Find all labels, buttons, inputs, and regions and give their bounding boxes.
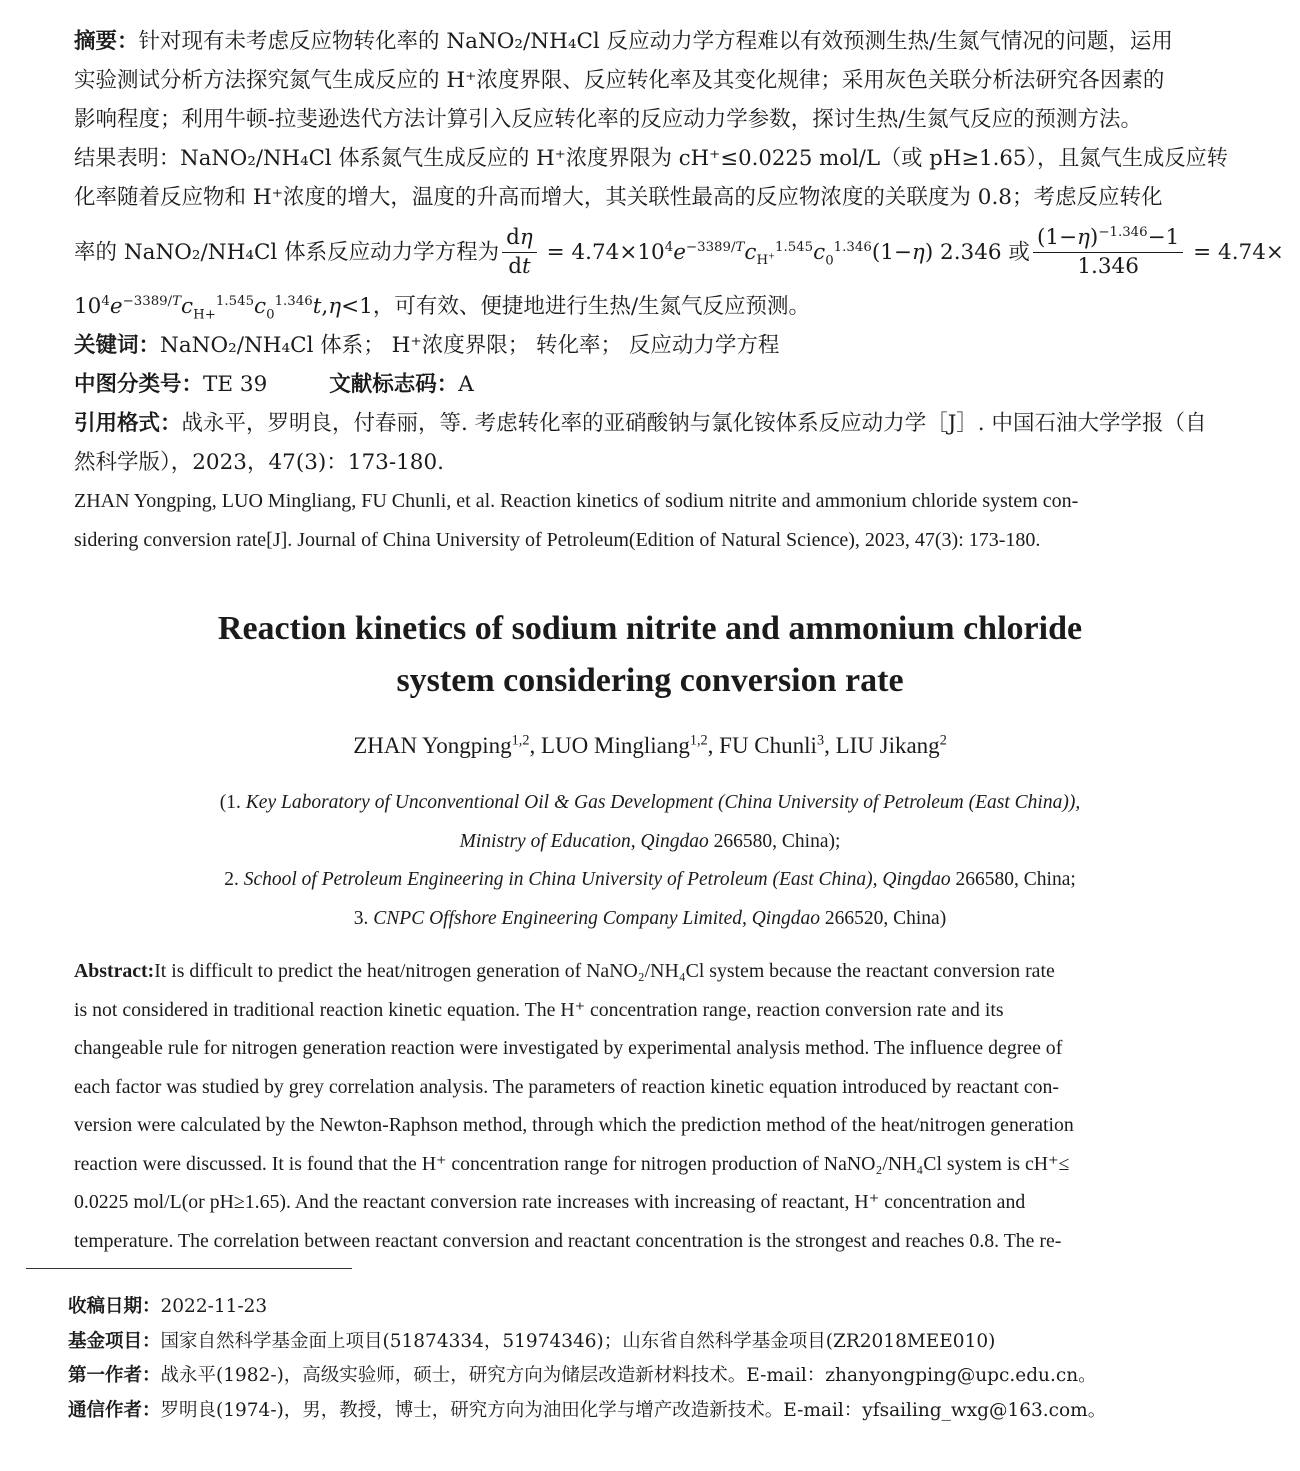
abstract-line: changeable rule for nitrogen generation reaction were investigated by experimental analysis method. The influence degree of	[74, 1037, 1063, 1059]
chinese-abstract	[74, 22, 1284, 560]
clc-value: TE 39	[203, 372, 268, 397]
clc-label: 中图分类号：	[74, 372, 204, 397]
kinetic-equation-2-rhs: $10^4e^{-3389/T}c_{H+}^{1.545}c_0^{1.346}t,\eta<1$	[74, 293, 373, 323]
keywords-label: 关键词：	[74, 333, 161, 358]
affiliations	[0, 784, 1300, 938]
zh-abstract-line-2: 实验测试分析方法探究氮气生成反应的 H⁺浓度界限、反应转化率及其变化规律；采用灰色关联分析法研究各因素的	[74, 68, 1165, 93]
english-abstract	[74, 952, 1228, 1260]
citation-label: 引用格式：	[74, 411, 182, 436]
zh-abstract-text: 针对现有未考虑反应物转化率的 NaNO₂/NH₄Cl 反应动力学方程难以有效预测生热/生氮气情况的问题，运用	[138, 29, 1173, 54]
english-title	[0, 603, 1300, 707]
affiliation-line-1: (1. Key Laboratory of Unconventional Oil & Gas Development (China University of Petroleum (East China)),	[219, 792, 1081, 813]
abstract-line: each factor was studied by grey correlation analysis. The parameters of reaction kinetic equation introduced by reactant con-	[74, 1075, 1059, 1098]
kinetic-equation-1: $\frac{d\eta}{dt}$ = $4.74\times 10^4e^{-3389/T}c_{H^+}^{1.545}c_0^{1.346}(1-\eta)$ 2.346	[499, 224, 1008, 281]
abstract-line: is not considered in traditional reaction kinetic equation. The H⁺ concentration range, reaction conversion rate and its	[74, 998, 1004, 1021]
first-author-note: 第一作者：战永平(1982-)，高级实验师，硕士，研究方向为储层改造新材料技术。E-mail：zhanyongping@upc.edu.cn。	[68, 1365, 1097, 1386]
author: FU Chunli$^3$	[719, 732, 825, 758]
zh-abstract-line-3: 影响程度；利用牛顿-拉斐逊迭代方法计算引入反应转化率的反应动力学参数，探讨生热/生氮气反应的预测方法。	[74, 107, 1143, 132]
funding: 基金项目：国家自然科学基金面上项目(51874334，51974346)；山东省自然科学基金项目(ZR2018MEE010)	[68, 1330, 996, 1352]
affiliation-line-3: 2. School of Petroleum Engineering in China University of Petroleum (East China), Qingdao 266580, China;	[224, 869, 1076, 890]
english-title-line-2: system considering conversion rate	[396, 662, 904, 699]
citation-en-line-1: ZHAN Yongping, LUO Mingliang, FU Chunli, et al. Reaction kinetics of sodium nitrite and ammonium chloride system con-	[74, 490, 1079, 512]
classification-line	[74, 365, 1228, 404]
english-title-line-1: Reaction kinetics of sodium nitrite and ammonium chloride	[217, 610, 1083, 647]
kinetic-equation-2-lhs: $\frac{(1-\eta)^{-1.346}-1}{1.346}$ = 4.74×	[1030, 224, 1284, 281]
footnote-divider	[26, 1268, 352, 1269]
zh-equation-line	[74, 217, 1284, 287]
abstract-line: temperature. The correlation between reactant conversion and reactant concentration is the strongest and reaches 0.8. The re-	[74, 1229, 1062, 1252]
keywords-text: NaNO₂/NH₄Cl 体系； H⁺浓度界限； 转化率； 反应动力学方程	[160, 333, 780, 358]
corresponding-author-note: 通信作者：罗明良(1974-)，男，教授，博士，研究方向为油田化学与增产改造新技术。E-mail：yfsailing_wxg@163.com。	[68, 1399, 1107, 1421]
citation-zh-text-1: 战永平，罗明良，付春丽，等. 考虑转化率的亚硝酸钠与氯化铵体系反应动力学［J］. 中国石油大学学报（自	[181, 411, 1207, 436]
equation-or: 或	[1008, 239, 1030, 265]
zh-abstract-tail: ，可有效、便捷地进行生热/生氮气反应预测。	[372, 294, 811, 319]
zh-abstract-label: 摘要：	[74, 29, 139, 54]
affiliation-line-4: 3. CNPC Offshore Engineering Company Limited, Qingdao 266520, China)	[353, 907, 947, 929]
author: ZHAN Yongping$^{1,2}$	[353, 732, 530, 758]
affiliation-line-2: Ministry of Education, Qingdao 266580, China);	[459, 830, 841, 852]
author: LUO Mingliang$^{1,2}$	[540, 732, 708, 758]
zh-abstract-line-5: 化率随着反应物和 H⁺浓度的增大，温度的升高而增大，其关联性最高的反应物浓度的关联度为 0.8；考虑反应转化	[74, 185, 1163, 210]
citation-zh-line-2: 然科学版），2023，47(3)：173-180.	[74, 450, 444, 475]
doc-code-value: A	[458, 372, 474, 397]
abstract-line: 0.0225 mol/L(or pH≥1.65). And the reactant conversion rate increases with increasing of reactant, H⁺ concentration and	[74, 1191, 1026, 1213]
equation-prefix: 率的 NaNO₂/NH₄Cl 体系反应动力学方程为	[74, 239, 500, 265]
zh-abstract-line-1	[74, 22, 1228, 61]
zh-equation-continuation	[74, 287, 1228, 326]
abstract-line: version were calculated by the Newton-Raphson method, through which the prediction method of the heat/nitrogen generation	[74, 1114, 1074, 1136]
received-date: 收稿日期：2022-11-23	[68, 1296, 268, 1317]
abstract-line: reaction were discussed. It is found that the H⁺ concentration range for nitrogen production of NaNO₂/NH₄Cl system is cH⁺≤	[74, 1152, 1070, 1175]
citation-zh-line-1	[74, 404, 1228, 443]
keywords-line	[74, 326, 1228, 365]
author-list: ZHAN Yongping$^{1,2}$, LUO Mingliang$^{1,2}$, FU Chunli$^3$, LIU Jikang$^2$	[353, 732, 947, 758]
abstract-label: Abstract:	[74, 960, 155, 982]
citation-en-line-2: sidering conversion rate[J]. Journal of China University of Petroleum(Edition of Natural Science), 2023, 47(3): 173-180.	[74, 529, 1041, 551]
author: LIU Jikang$^2$	[835, 732, 947, 758]
zh-abstract-line-4: 结果表明：NaNO₂/NH₄Cl 体系氮气生成反应的 H⁺浓度界限为 cH⁺≤0.0225 mol/L（或 pH≥1.65），且氮气生成反应转	[74, 146, 1229, 171]
doc-code-label: 文献标志码：	[329, 372, 459, 397]
footnotes	[68, 1290, 1248, 1428]
abstract-line: Abstract: It is difficult to predict the heat/nitrogen generation of NaNO₂/NH₄Cl system because the reactant conversion rate	[74, 952, 1228, 991]
